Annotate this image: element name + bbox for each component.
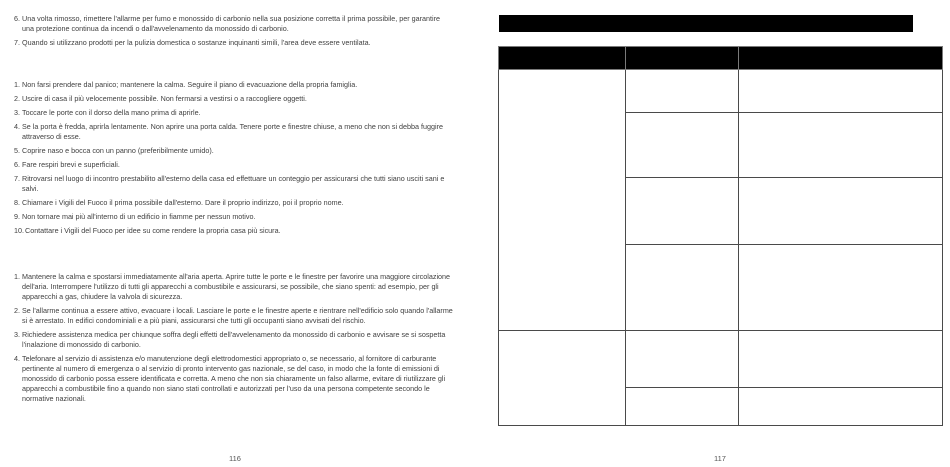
- table-cell: [626, 178, 739, 245]
- table-cell: [739, 70, 943, 113]
- item-number: 2.: [14, 94, 20, 103]
- item-number: 6.: [14, 160, 20, 169]
- item-number: 7.: [14, 174, 20, 183]
- table-cell: [739, 388, 943, 426]
- item-number: 4.: [14, 354, 20, 363]
- item-text: Richiedere assistenza medica per chiunque soffra degli effetti dell'avvelenamento da monossido di carbonio e avvisare se si sospetta l'inalazione di monossido di carbonio.: [22, 330, 446, 349]
- list-item: [14, 226, 454, 236]
- item-number: 2.: [14, 306, 20, 315]
- table-cell: [739, 113, 943, 178]
- table-cell: [499, 70, 626, 331]
- item-number: 8.: [14, 198, 20, 207]
- table-row: [499, 331, 943, 388]
- item-text: Mantenere la calma e spostarsi immediatamente all'aria aperta. Aprire tutte le porte e le finestre per favorire una maggiore circolazione dell'aria. Interrompere l'utilizzo di tutti gli apparecchi a combustibile e assicurarsi, se possibile, che siano spenti: ad esempio, per gli apparecchi a gas, chiudere la valvola di sicurezza.: [22, 272, 451, 301]
- item-text: Se la porta è fredda, aprirla lentamente. Non aprire una porta calda. Tenere porte e finestre chiuse, a meno che non si debba fuggire attraverso di esse.: [22, 122, 443, 141]
- list-item: [14, 272, 454, 302]
- item-number: 10.: [14, 226, 24, 235]
- list-item: [14, 212, 454, 222]
- table-cell: [626, 388, 739, 426]
- item-text: Chiamare i Vigili del Fuoco il prima possibile dall'esterno. Dare il proprio indirizzo, poi il proprio nome.: [22, 198, 344, 207]
- maintenance-list: [14, 14, 454, 52]
- table-header-row: [499, 47, 943, 70]
- list-item: [14, 146, 454, 156]
- table-cell: [499, 331, 626, 426]
- table-cell: [626, 331, 739, 388]
- item-number: 1.: [14, 80, 20, 89]
- item-text: Non tornare mai più all'interno di un edificio in fiamme per nessun motivo.: [22, 212, 256, 221]
- table-row: [499, 70, 943, 113]
- item-text: Se l'allarme continua a essere attivo, evacuare i locali. Lasciare le porte e le finestre aperte e rientrare nell'edificio solo quando l'allarme si è arrestato. In edifici condominiali e a più piani, assicurarsi che tutti gli occupanti siano avvisati del rischio.: [22, 306, 453, 325]
- table-cell: [626, 70, 739, 113]
- list-item: [14, 160, 454, 170]
- list-item: [14, 14, 454, 34]
- table-header-cell: [499, 47, 626, 70]
- item-text: Contattare i Vigili del Fuoco per idee su come rendere la propria casa più sicura.: [25, 226, 281, 235]
- item-number: 3.: [14, 108, 20, 117]
- item-text: Una volta rimosso, rimettere l'allarme per fumo e monossido di carbonio nella sua posizione corretta il prima possibile, per garantire una protezione continua da incendi o dall'avvelenamento da monossido di carbonio.: [22, 14, 441, 33]
- item-number: 6.: [14, 14, 20, 23]
- item-text: Non farsi prendere dal panico; mantenere la calma. Seguire il piano di evacuazione della propria famiglia.: [22, 80, 358, 89]
- item-text: Toccare le porte con il dorso della mano prima di aprirle.: [22, 108, 201, 117]
- list-item: [14, 354, 454, 404]
- table-cell: [626, 245, 739, 331]
- table-header-cell: [626, 47, 739, 70]
- table-header-cell: [739, 47, 943, 70]
- co-alarm-list: [14, 272, 454, 408]
- troubleshooting-table: [498, 46, 943, 426]
- section-title-bar: [499, 15, 913, 32]
- list-item: [14, 122, 454, 142]
- item-text: Ritrovarsi nel luogo di incontro prestabilito all'esterno della casa ed effettuare un conteggio per assicurarsi che tutti siano usciti sani e salvi.: [22, 174, 445, 193]
- list-item: [14, 38, 454, 48]
- table-cell: [739, 178, 943, 245]
- list-item: [14, 330, 454, 350]
- table-cell: [739, 331, 943, 388]
- table-cell: [739, 245, 943, 331]
- list-item: [14, 108, 454, 118]
- item-number: 1.: [14, 272, 20, 281]
- table-cell: [626, 113, 739, 178]
- right-page: [475, 0, 950, 467]
- item-number: 5.: [14, 146, 20, 155]
- list-item: [14, 80, 454, 90]
- item-text: Quando si utilizzano prodotti per la pulizia domestica o sostanze inquinanti simili, l'area deve essere ventilata.: [22, 38, 371, 47]
- item-number: 9.: [14, 212, 20, 221]
- item-number: 7.: [14, 38, 20, 47]
- item-number: 3.: [14, 330, 20, 339]
- page-number: 116: [229, 454, 241, 463]
- list-item: [14, 94, 454, 104]
- list-item: [14, 198, 454, 208]
- fire-escape-list: [14, 80, 454, 240]
- item-text: Fare respiri brevi e superficiali.: [22, 160, 120, 169]
- item-text: Telefonare al servizio di assistenza e/o manutenzione degli elettrodomestici appropriato o, se necessario, al fornitore di carburante pertinente al numero di emergenza o al servizio di pronto intervento gas nazionale, se del caso, in modo che la fonte di emissioni di monossido di carbonio possa essere identificata e corretta. A meno che non sia chiaramente un falso allarme, evitare di riutilizzare gli apparecchi a combustibile fino a quando non siano stati controllati e autorizzati per l'uso da una persona competente secondo le normative nazionali.: [22, 354, 446, 403]
- page-number: 117: [714, 454, 726, 463]
- item-text: Coprire naso e bocca con un panno (preferibilmente umido).: [22, 146, 214, 155]
- item-text: Uscire di casa il più velocemente possibile. Non fermarsi a vestirsi o a raccogliere oggetti.: [22, 94, 307, 103]
- list-item: [14, 306, 454, 326]
- item-number: 4.: [14, 122, 20, 131]
- list-item: [14, 174, 454, 194]
